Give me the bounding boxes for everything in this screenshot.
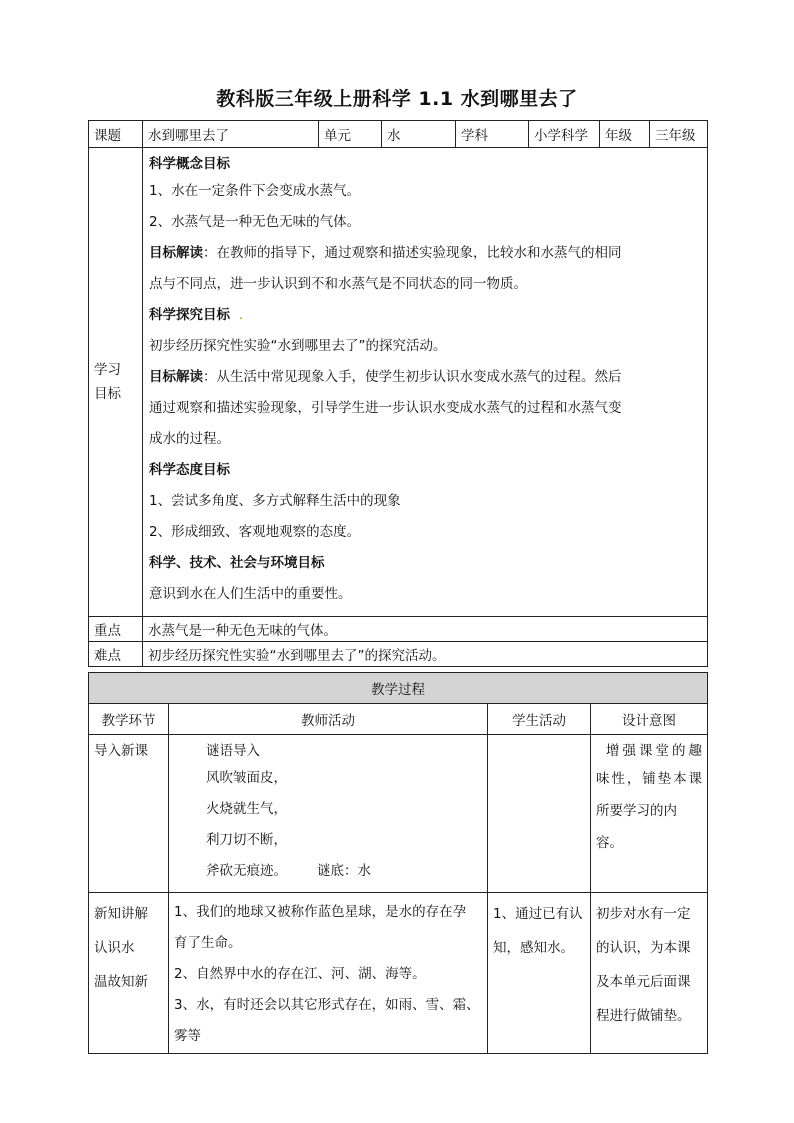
goals-label: 学习 目标 (89, 148, 143, 617)
new-teacher-activity: 1、我们的地球又被称作蓝色星球，是水的存在孕 育了生命。 2、自然界中水的存在江、河、湖、海等。 3、水，有时还会以其它形式存在，如雨、雪、霜、 雾等 (169, 893, 488, 1054)
concept-item-1: 1、水在一定条件下会变成水蒸气。 (149, 183, 361, 199)
attitude-item-2: 2、形成细致、客观地观察的态度。 (149, 524, 361, 540)
col-student-header: 学生活动 (488, 704, 591, 735)
lesson-info-table (88, 120, 708, 667)
riddle-line-1: 风吹皱面皮， (206, 770, 287, 786)
subject-value: 小学科学 (529, 121, 600, 148)
concept-item-2: 2、水蒸气是一种无色无味的气体。 (149, 214, 361, 230)
unit-value: 水 (382, 121, 456, 148)
subject-label: 学科 (456, 121, 529, 148)
inquiry-interp-text-3: 成水的过程。 (149, 431, 230, 447)
sts-heading: 科学、技术、社会与环境目标 (149, 555, 325, 571)
riddle-intro: 谜语导入 (206, 743, 260, 759)
goals-content (143, 148, 708, 617)
inquiry-interp-text-2: 通过观察和描述实验现象，引导学生进一步认识水变成水蒸气的过程和水蒸气变 (149, 400, 622, 416)
teaching-process-table (88, 672, 708, 1054)
inquiry-interp-label: 目标解读 (149, 369, 203, 385)
topic-label: 课题 (89, 121, 143, 148)
new-intent: 初步对水有一定 的认识，为本课 及本单元后面课 程进行做铺垫。 (591, 893, 708, 1054)
attitude-heading: 科学态度目标 (149, 462, 230, 478)
riddle-answer: 谜底：水 (317, 863, 371, 879)
concept-interp-text-2: 点与不同点，进一步认识到不和水蒸气是不同状态的同一物质。 (149, 276, 527, 292)
new-student-activity: 1、通过已有认 知，感知水。 (488, 893, 591, 1054)
intro-intent: 增强课堂的趣 味性，铺垫本课 所要学习的内容。 (591, 735, 708, 893)
riddle-line-3: 利刀切不断， (206, 832, 287, 848)
new-knowledge-row (89, 893, 708, 1054)
concept-heading: 科学概念目标 (149, 156, 230, 172)
riddle-line-4: 斧砍无痕迹。 (206, 863, 287, 879)
intro-student-activity (488, 735, 591, 893)
info-row (89, 121, 708, 148)
sts-item-1: 意识到水在人们生活中的重要性。 (149, 586, 352, 602)
inquiry-interp-text: ：从生活中常见现象入手，使学生初步认识水变成水蒸气的过程。然后 (203, 369, 622, 385)
key-point-text: 水蒸气是一种无色无味的气体。 (143, 617, 708, 642)
riddle-line-2: 火烧就生气， (206, 801, 287, 817)
stray-mark: . (230, 307, 243, 323)
goals-row (89, 148, 708, 617)
inquiry-item-1: 初步经历探究性实验“水到哪里去了”的探究活动。 (149, 338, 447, 354)
inquiry-heading: 科学探究目标 (149, 307, 230, 323)
col-intent-header: 设计意图 (591, 704, 708, 735)
grade-label: 年级 (600, 121, 650, 148)
process-section-row (89, 673, 708, 704)
topic-value: 水到哪里去了 (143, 121, 319, 148)
concept-interp-label: 目标解读 (149, 245, 203, 261)
new-stage: 新知讲解 认识水 温故知新 (89, 893, 169, 1054)
intro-teacher-activity (169, 735, 488, 893)
concept-interp-text: ：在教师的指导下，通过观察和描述实验现象，比较水和水蒸气的相同 (203, 245, 622, 261)
difficulty-label: 难点 (89, 642, 143, 667)
process-section-title: 教学过程 (89, 673, 708, 704)
difficulty-text: 初步经历探究性实验“水到哪里去了”的探究活动。 (143, 642, 708, 667)
process-header-row (89, 704, 708, 735)
document-title: 教科版三年级上册科学 1.1 水到哪里去了 (216, 88, 578, 110)
key-point-label: 重点 (89, 617, 143, 642)
intro-stage: 导入新课 (89, 735, 169, 893)
col-teacher-header: 教师活动 (169, 704, 488, 735)
attitude-item-1: 1、尝试多角度、多方式解释生活中的现象 (149, 493, 401, 509)
difficulty-row (89, 642, 708, 667)
col-stage-header: 教学环节 (89, 704, 169, 735)
unit-label: 单元 (319, 121, 382, 148)
key-point-row (89, 617, 708, 642)
grade-value: 三年级 (650, 121, 708, 148)
intro-row (89, 735, 708, 893)
